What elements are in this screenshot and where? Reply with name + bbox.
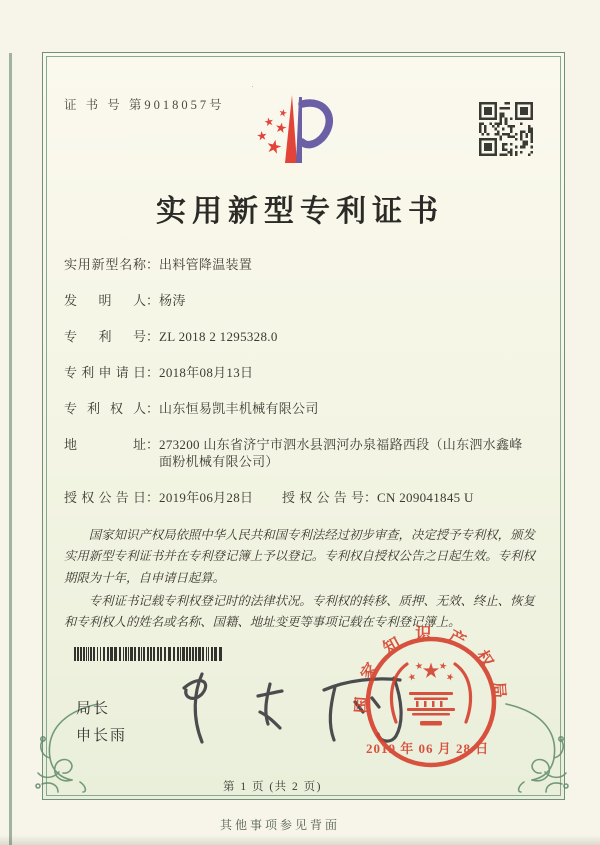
field-label: 发明人 bbox=[64, 293, 146, 308]
national-emblem-icon bbox=[391, 662, 470, 726]
grant-no-label: 授权公告号 bbox=[282, 490, 364, 505]
field-colon: ： bbox=[146, 293, 160, 308]
legal-paragraph-2: 专利证书记载专利权登记时的法律状况。专利权的转移、质押、无效、终止、恢复和专利权人的姓名或名称、国籍、地址变更等事项记载在专利登记簿上。 bbox=[64, 593, 535, 630]
field-label: 专利号 bbox=[64, 329, 146, 344]
official-seal bbox=[346, 622, 516, 792]
field-colon: ： bbox=[146, 329, 160, 344]
field-label: 地址 bbox=[64, 437, 146, 452]
back-note: 其他事项参见背面 bbox=[219, 818, 340, 832]
grant-date-value: 2019年06月28日 bbox=[159, 490, 254, 505]
legal-paragraph-1: 国家知识产权局依照中华人民共和国专利法经过初步审查，决定授予专利权，颁发实用新型专利证书并在专利登记簿上予以登记。专利权自授权公告之日起生效。专利权期限为十年，自申请日起算。 bbox=[64, 528, 535, 585]
field-label: 专利申请日 bbox=[64, 365, 146, 380]
field-row-filing-date bbox=[64, 364, 542, 381]
field-label: 实用新型名称 bbox=[64, 257, 146, 272]
seal-date: 2019 年 06 月 28 日 bbox=[366, 741, 490, 756]
field-value: ZL 2018 2 1295328.0 bbox=[159, 329, 278, 344]
qr-code bbox=[479, 102, 533, 156]
grant-date-label: 授权公告日 bbox=[64, 490, 146, 505]
grant-no-value: CN 209041845 U bbox=[377, 490, 474, 505]
field-row-address bbox=[64, 436, 542, 470]
cnipa-logo-icon bbox=[252, 86, 347, 168]
director-name: 申长雨 bbox=[76, 727, 128, 744]
barcode bbox=[74, 647, 226, 661]
legal-text-block bbox=[64, 525, 542, 634]
field-row-patent-number bbox=[64, 328, 542, 345]
field-colon: ： bbox=[146, 401, 160, 416]
field-colon: ： bbox=[146, 257, 160, 272]
certificate-number: 证 书 号 第9018057号 bbox=[64, 98, 225, 112]
field-row-inventor bbox=[64, 292, 542, 309]
field-colon: ： bbox=[146, 437, 160, 452]
grant-date-pair bbox=[64, 489, 282, 506]
field-value: 2018年08月13日 bbox=[159, 365, 254, 380]
field-label: 专利权人 bbox=[64, 401, 146, 416]
field-value: 杨涛 bbox=[159, 293, 186, 308]
field-colon: ： bbox=[146, 490, 160, 505]
field-value: 273200 山东省济宁市泗水县泗河办泉福路西段（山东泗水鑫峰面粉机械有限公司） bbox=[159, 437, 523, 469]
field-colon: ： bbox=[146, 365, 160, 380]
certificate-title: 实用新型专利证书 bbox=[156, 195, 444, 228]
certificate-body bbox=[64, 256, 542, 636]
grant-row bbox=[64, 489, 542, 506]
field-row-patentee bbox=[64, 400, 542, 417]
director-title: 局长 bbox=[76, 700, 111, 717]
page-footer: 第 1 页 (共 2 页) bbox=[222, 781, 323, 793]
scan-bottom-shadow bbox=[0, 835, 600, 845]
scan-page-edge bbox=[9, 53, 12, 845]
field-row-utility-model-name bbox=[64, 256, 542, 273]
field-value: 山东恒易凯丰机械有限公司 bbox=[159, 401, 319, 416]
field-value: 出料管降温装置 bbox=[159, 257, 253, 272]
field-colon: ： bbox=[364, 490, 378, 505]
grant-no-pair bbox=[282, 490, 474, 505]
seal-arc-text: 国家知识产权局 bbox=[352, 624, 510, 714]
